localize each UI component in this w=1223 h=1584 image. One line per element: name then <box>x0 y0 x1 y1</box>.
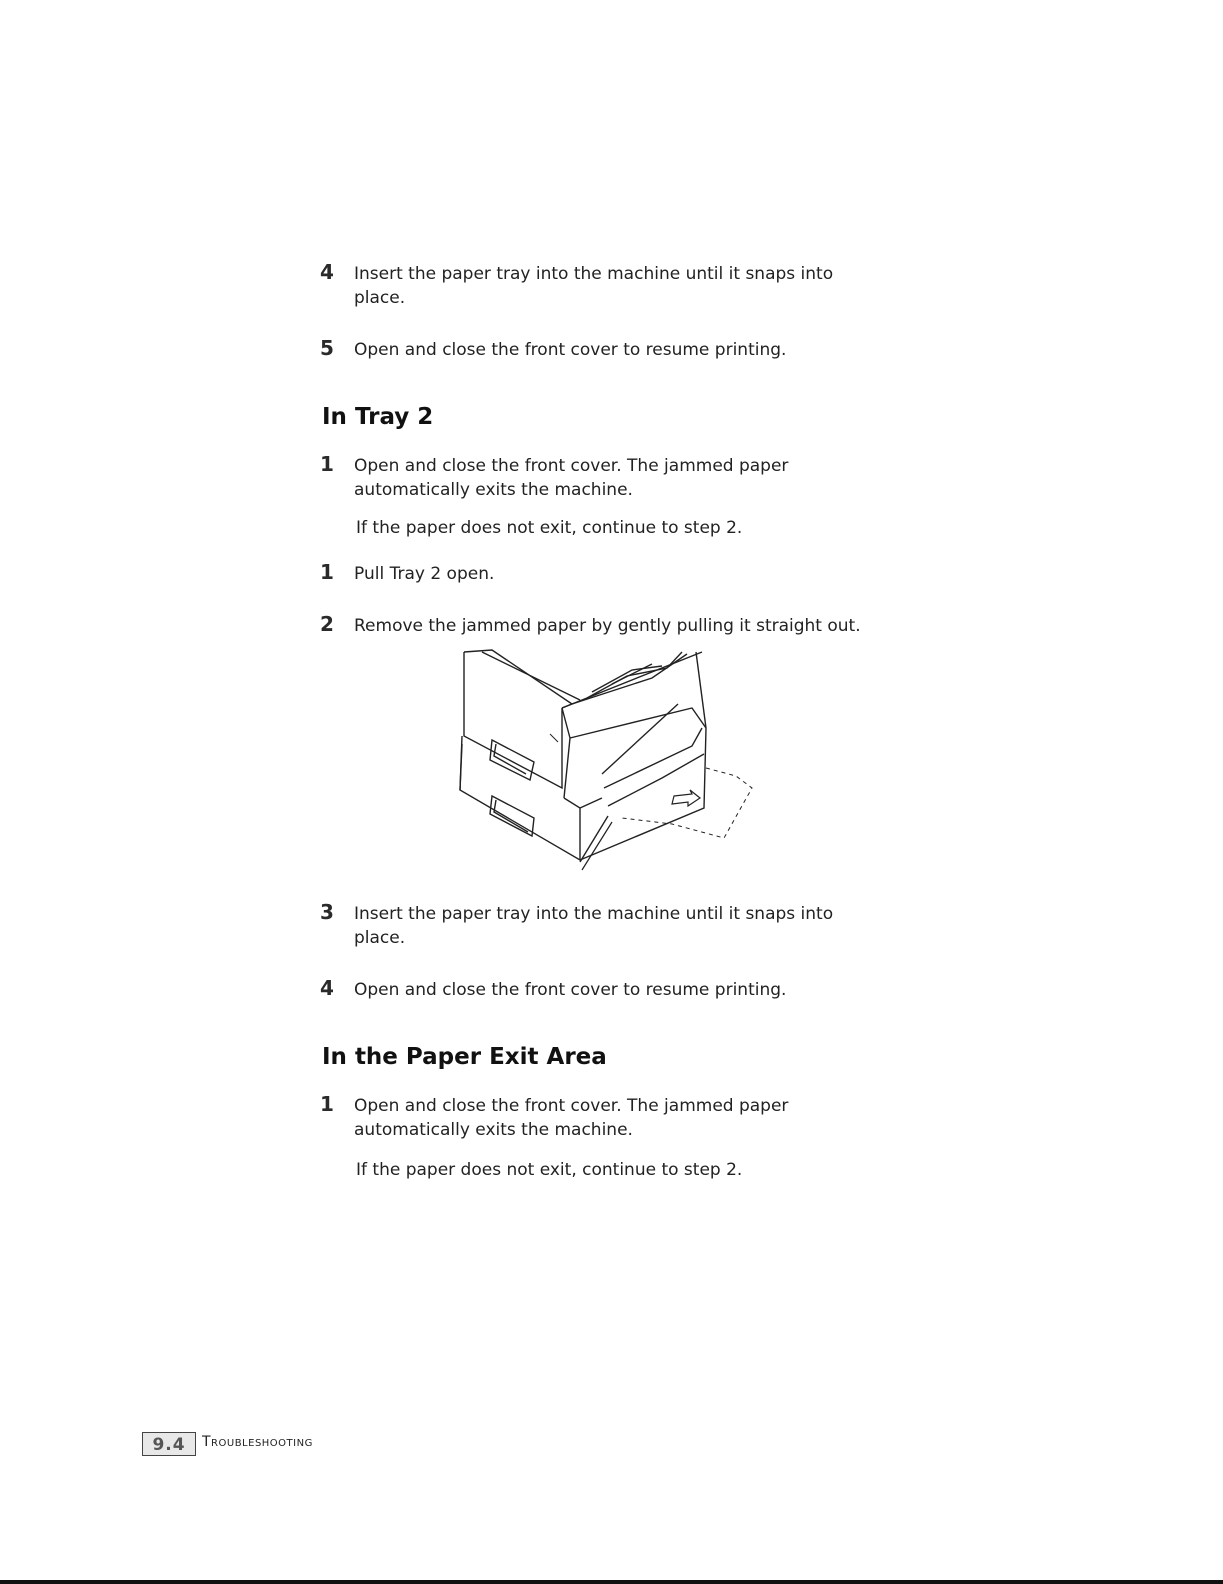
bottom-border <box>0 1580 1223 1584</box>
step-number: 5 <box>320 336 334 360</box>
step-text: Pull Tray 2 open. <box>354 564 495 584</box>
step-text: Remove the jammed paper by gently pulling it straight out. <box>354 616 861 636</box>
heading-tray-2: In Tray 2 <box>322 404 434 430</box>
footer-section-title: Troubleshooting <box>202 1434 313 1450</box>
note-continue: If the paper does not exit, continue to step 2. <box>356 518 743 538</box>
step-number: 1 <box>320 452 334 476</box>
step-number: 1 <box>320 1092 334 1116</box>
step-number: 1 <box>320 560 334 584</box>
step-number: 4 <box>320 976 334 1000</box>
heading-paper-exit-area: In the Paper Exit Area <box>322 1044 607 1070</box>
step-text: Insert the paper tray into the machine until it snaps into place. <box>354 264 834 308</box>
page-number-badge: 9.4 <box>142 1432 196 1456</box>
step-text: Open and close the front cover to resume printing. <box>354 980 787 1000</box>
step-number: 4 <box>320 260 334 284</box>
note-continue-2: If the paper does not exit, continue to step 2. <box>356 1160 743 1180</box>
step-text: Open and close the front cover. The jammed paper automatically exits the machine. <box>354 1096 789 1140</box>
step-text: Open and close the front cover to resume printing. <box>354 340 787 360</box>
step-number: 2 <box>320 612 334 636</box>
step-text: Open and close the front cover. The jammed paper automatically exits the machine. <box>354 456 789 500</box>
printer-tray-illustration <box>452 648 762 874</box>
step-number: 3 <box>320 900 334 924</box>
step-text: Insert the paper tray into the machine until it snaps into place. <box>354 904 834 948</box>
